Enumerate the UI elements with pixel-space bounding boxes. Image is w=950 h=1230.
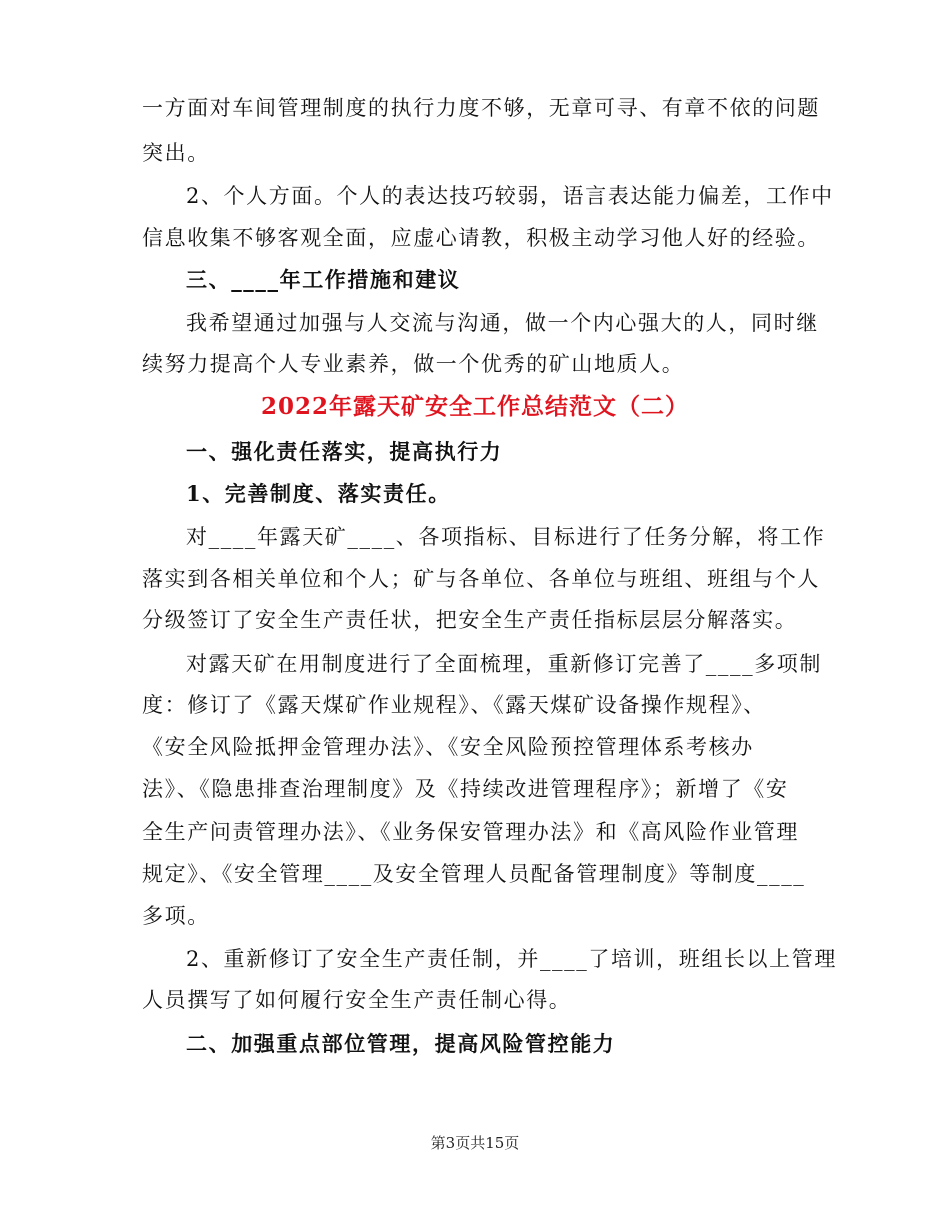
body-text-line: 信息收集不够客观全面，应虚心请教，积极主动学习他人好的经验。	[142, 226, 820, 250]
body-text-line: 突出。	[142, 141, 210, 165]
body-text-line: 对____年露天矿____、各项指标、目标进行了任务分解，将工作	[186, 525, 826, 549]
subsection-heading: 1、完善制度、落实责任。	[186, 481, 451, 506]
body-text-line: 规定》、《安全管理____及安全管理人员配备管理制度》等制度____	[142, 862, 806, 886]
document-title: 2022年露天矿安全工作总结范文（二）	[260, 393, 689, 420]
body-text-line: 我希望通过加强与人交流与沟通，做一个内心强大的人，同时继	[186, 311, 819, 335]
list-item-2-line: 2、重新修订了安全生产责任制，并____了培训，班组长以上管理	[186, 947, 837, 971]
list-item-2-line: 2、个人方面。个人的表达技巧较弱，语言表达能力偏差，工作中	[186, 184, 834, 208]
body-text-line: 度：修订了《露天煤矿作业规程》、《露天煤矿设备操作规程》、	[142, 693, 766, 717]
body-text-line: 多项。	[142, 904, 210, 928]
section-heading: 二、加强重点部位管理，提高风险管控能力	[186, 1031, 616, 1056]
section-heading: 三、____年工作措施和建议	[186, 267, 461, 292]
body-text-line: 《安全风险抵押金管理办法》、《安全风险预控管理体系考核办	[142, 735, 754, 759]
body-text-line: 对露天矿在用制度进行了全面梳理，重新修订完善了____多项制	[186, 652, 822, 676]
body-text-line: 法》、《隐患排查治理制度》及《持续改进管理程序》；新增了《安	[142, 777, 789, 801]
body-text-line: 一方面对车间管理制度的执行力度不够，无章可寻、有章不依的问题	[142, 96, 820, 120]
body-text-line: 分级签订了安全生产责任状，把安全生产责任指标层层分解落实。	[142, 608, 798, 632]
body-text-line: 续努力提高个人专业素养，做一个优秀的矿山地质人。	[142, 352, 685, 376]
body-text-line: 人员撰写了如何履行安全生产责任制心得。	[142, 988, 572, 1012]
page-number-footer: 第3页共15页	[430, 1134, 520, 1152]
section-heading: 一、强化责任落实，提高执行力	[186, 439, 503, 464]
body-text-line: 全生产问责管理办法》、《业务保安管理办法》和《高风险作业管理	[142, 820, 799, 844]
body-text-line: 落实到各相关单位和个人；矿与各单位、各单位与班组、班组与个人	[142, 567, 820, 591]
